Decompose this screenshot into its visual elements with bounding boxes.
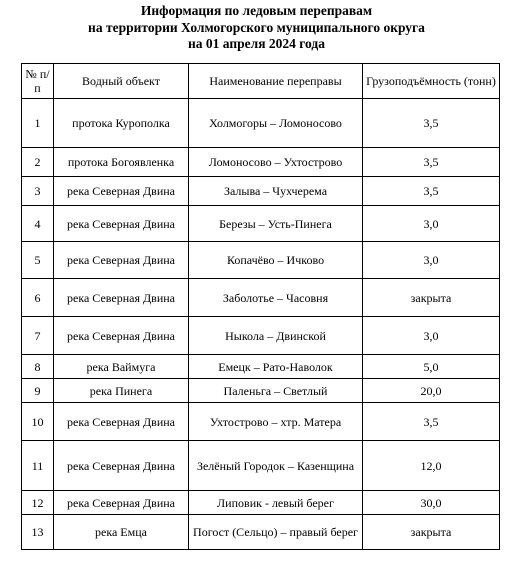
cell-num: 4 xyxy=(22,206,54,242)
cell-num: 7 xyxy=(22,317,54,355)
table-row xyxy=(22,99,500,148)
ice-crossings-table xyxy=(21,63,500,550)
cell-water-body: река Северная Двина xyxy=(54,206,189,242)
header-capacity: Грузоподъёмность (тонн) xyxy=(363,64,500,99)
table-row xyxy=(22,355,500,379)
cell-water-body: река Ваймуга xyxy=(54,355,189,379)
cell-num: 1 xyxy=(22,99,54,148)
heading-line-2: на территории Холмогорского муниципального округа xyxy=(88,19,425,35)
cell-num: 13 xyxy=(22,515,54,550)
cell-capacity: 3,5 xyxy=(363,99,500,148)
cell-crossing: Погост (Сельцо) – правый берег xyxy=(189,515,363,550)
table-header-row xyxy=(22,64,500,99)
table-row xyxy=(22,317,500,355)
cell-capacity: 3,5 xyxy=(363,403,500,441)
cell-water-body: река Северная Двина xyxy=(54,242,189,279)
cell-crossing: Березы – Усть-Пинега xyxy=(189,206,363,242)
cell-crossing: Зелёный Городок – Казенщина xyxy=(189,441,363,491)
cell-crossing: Холмогоры – Ломоносово xyxy=(189,99,363,148)
cell-water-body: протока Богоявленка xyxy=(54,148,189,177)
cell-num: 8 xyxy=(22,355,54,379)
cell-capacity: 3,0 xyxy=(363,242,500,279)
cell-capacity: 12,0 xyxy=(363,441,500,491)
cell-num: 9 xyxy=(22,379,54,403)
table-row xyxy=(22,403,500,441)
cell-capacity: закрыта xyxy=(363,279,500,317)
cell-crossing: Заболотье – Часовня xyxy=(189,279,363,317)
cell-water-body: протока Курополка xyxy=(54,99,189,148)
cell-num: 3 xyxy=(22,177,54,206)
cell-water-body: река Северная Двина xyxy=(54,279,189,317)
table-row xyxy=(22,379,500,403)
table-row xyxy=(22,441,500,491)
cell-water-body: река Северная Двина xyxy=(54,317,189,355)
cell-capacity: 3,0 xyxy=(363,317,500,355)
cell-num: 11 xyxy=(22,441,54,491)
table-row xyxy=(22,279,500,317)
cell-crossing: Ломоносово – Ухтострово xyxy=(189,148,363,177)
cell-water-body: река Северная Двина xyxy=(54,177,189,206)
cell-num: 5 xyxy=(22,242,54,279)
cell-crossing: Ныкола – Двинской xyxy=(189,317,363,355)
cell-capacity: 30,0 xyxy=(363,491,500,515)
cell-capacity: 5,0 xyxy=(363,355,500,379)
cell-water-body: река Северная Двина xyxy=(54,403,189,441)
cell-crossing: Емецк – Рато-Наволок xyxy=(189,355,363,379)
table-row xyxy=(22,177,500,206)
document-heading xyxy=(0,3,513,53)
cell-crossing: Паленьга – Светлый xyxy=(189,379,363,403)
cell-num: 10 xyxy=(22,403,54,441)
cell-capacity: 3,5 xyxy=(363,148,500,177)
cell-num: 12 xyxy=(22,491,54,515)
header-water-body: Водный объект xyxy=(54,64,189,99)
table-row xyxy=(22,515,500,550)
cell-water-body: река Пинега xyxy=(54,379,189,403)
cell-num: 6 xyxy=(22,279,54,317)
cell-water-body: река Северная Двина xyxy=(54,441,189,491)
cell-num: 2 xyxy=(22,148,54,177)
heading-line-1: Информация по ледовым переправам xyxy=(140,3,373,18)
cell-crossing: Копачёво – Ичково xyxy=(189,242,363,279)
table-row xyxy=(22,242,500,279)
header-num: № п/п xyxy=(22,64,54,99)
cell-crossing: Ухтострово – хтр. Матера xyxy=(189,403,363,441)
heading-line-3: на 01 апреля 2024 года xyxy=(188,36,325,51)
table-row xyxy=(22,206,500,242)
table-row xyxy=(22,491,500,515)
cell-capacity: 20,0 xyxy=(363,379,500,403)
cell-capacity: 3,0 xyxy=(363,206,500,242)
table-body xyxy=(22,99,500,550)
table-row xyxy=(22,148,500,177)
cell-crossing: Залыва – Чухчерема xyxy=(189,177,363,206)
cell-water-body: река Емца xyxy=(54,515,189,550)
cell-water-body: река Северная Двина xyxy=(54,491,189,515)
header-crossing: Наименование переправы xyxy=(189,64,363,99)
cell-capacity: закрыта xyxy=(363,515,500,550)
cell-crossing: Липовик - левый берег xyxy=(189,491,363,515)
cell-capacity: 3,5 xyxy=(363,177,500,206)
